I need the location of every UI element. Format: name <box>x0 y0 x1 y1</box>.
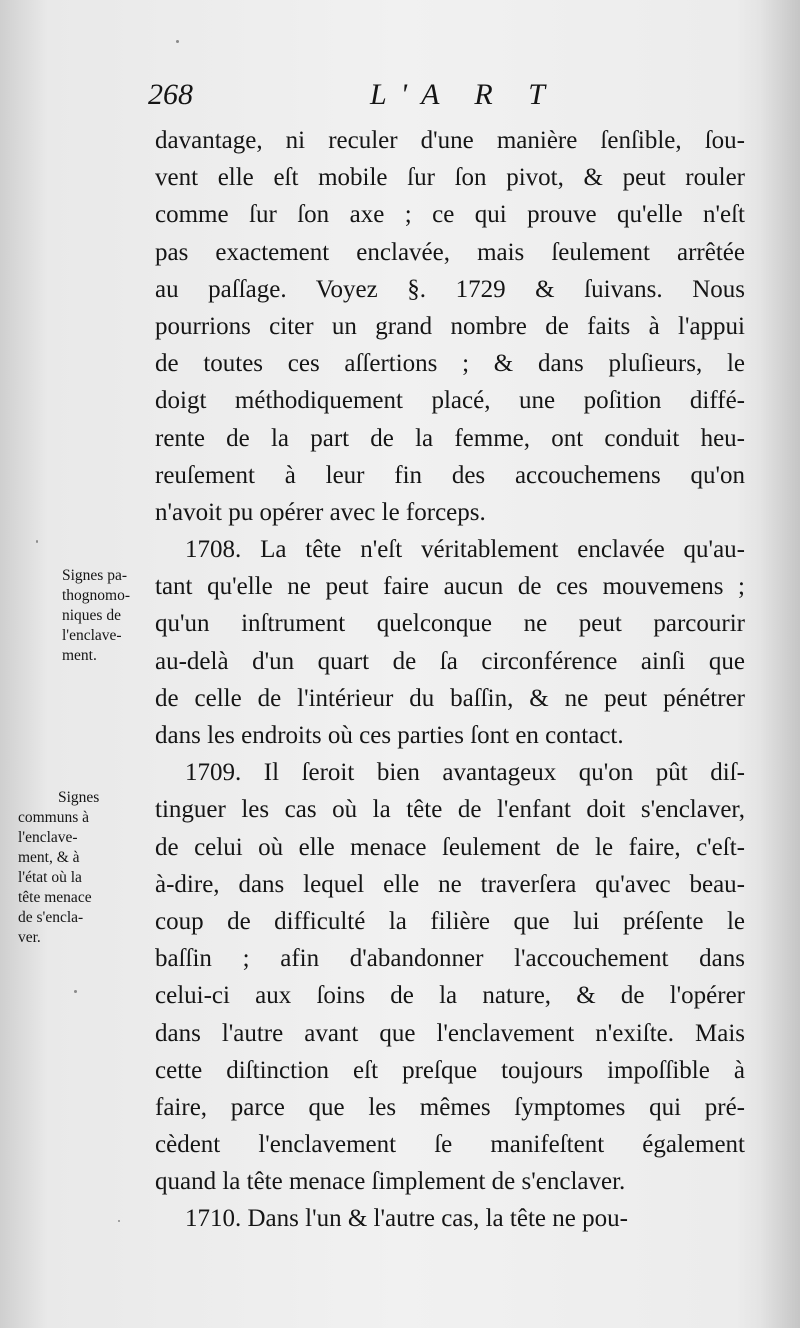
text-line: pourrions citer un grand nombre de faits à l'appui <box>155 312 745 340</box>
text-line: tant qu'elle ne peut faire aucun de ces mouvemens ; <box>155 573 745 601</box>
text-line: celui-ci aux ſoins de la nature, & de l'opérer <box>155 982 745 1010</box>
paper-speck <box>176 40 179 43</box>
body-text <box>155 122 745 1238</box>
margin-note-line: l'état où la <box>18 869 82 886</box>
margin-note-line: communs à <box>18 809 90 826</box>
running-head <box>148 78 748 118</box>
paper-speck <box>118 1220 120 1222</box>
margin-note-line: Signes pa- <box>62 567 128 584</box>
margin-note-line: ver. <box>18 929 41 946</box>
text-line: au-delà d'un quart de ſa circonférence ainſi que <box>155 647 745 675</box>
paper-speck <box>74 990 77 993</box>
text-line: pas exactement enclavée, mais ſeulement arrêtée <box>155 238 745 266</box>
text-line: qu'un inſtrument quelconque ne peut parcourir <box>155 610 745 638</box>
text-line: cette diſtinction eſt preſque toujours impoſſible à <box>155 1056 745 1084</box>
margin-note-line: ment, & à <box>18 849 80 866</box>
margin-note-common-signs <box>18 788 99 948</box>
paragraph-start-1710: 1710. Dans l'un & l'autre cas, la tête ne pou- <box>185 1205 628 1233</box>
text-line: cèdent l'enclavement ſe manifeſtent également <box>155 1131 745 1159</box>
margin-note-line: thognomo- <box>62 587 131 604</box>
text-line: de toutes ces aſſertions ; & dans pluſieurs, le <box>155 350 745 378</box>
text-line: quand la tête menace ſimplement de s'enclaver. <box>155 1168 626 1196</box>
page-edge-shadow <box>760 0 800 1328</box>
text-line: de celle de l'intérieur du baſſin, & ne peut pénétrer <box>155 684 745 712</box>
running-title: L'A R T <box>370 78 559 111</box>
margin-note-line: Signes <box>58 789 100 806</box>
margin-note-line: niques de <box>62 607 121 624</box>
page-number: 268 <box>148 78 193 111</box>
margin-note-line: l'enclave- <box>62 627 122 644</box>
text-line: doigt méthodiquement placé, une poſition diffé- <box>155 387 745 415</box>
margin-note-line: de s'encla- <box>18 909 84 926</box>
text-line: dans l'autre avant que l'enclavement n'exiſte. Mais <box>155 1019 745 1047</box>
margin-note-line: tête menace <box>18 889 92 906</box>
text-line: vent elle eſt mobile ſur ſon pivot, & peut rouler <box>155 164 745 192</box>
text-line: de celui où elle menace ſeulement de le faire, c'eſt- <box>155 833 745 861</box>
paper-speck <box>36 540 38 543</box>
text-line: tinguer les cas où la tête de l'enfant doit s'enclaver, <box>155 796 745 824</box>
paragraph-start-1709: 1709. Il ſeroit bien avantageux qu'on pût diſ- <box>185 759 745 787</box>
text-line: baſſin ; afin d'abandonner l'accouchement dans <box>155 945 745 973</box>
text-line: reuſement à leur fin des accouchemens qu'on <box>155 461 745 489</box>
paragraph-start-1708: 1708. La tête n'eſt véritablement enclavée qu'au- <box>185 536 745 564</box>
margin-note-pathognomonic-signs <box>62 566 130 666</box>
text-line: au paſſage. Voyez §. 1729 & ſuivans. Nous <box>155 275 745 303</box>
margin-note-line: l'enclave- <box>18 829 78 846</box>
text-line: rente de la part de la femme, ont conduit heu- <box>155 424 745 452</box>
text-line: dans les endroits où ces parties ſont en contact. <box>155 722 624 749</box>
text-line: à-dire, dans lequel elle ne traverſera qu'avec beau- <box>155 870 745 898</box>
text-line: faire, parce que les mêmes ſymptomes qui pré- <box>155 1093 745 1121</box>
text-line: comme ſur ſon axe ; ce qui prouve qu'elle n'eſt <box>155 201 745 229</box>
margin-note-line: ment. <box>62 647 97 664</box>
text-line: n'avoit pu opérer avec le forceps. <box>155 498 486 526</box>
text-line: coup de difficulté la filière que lui préſente le <box>155 907 745 935</box>
text-line: davantage, ni reculer d'une manière ſenſible, ſou- <box>155 127 745 154</box>
